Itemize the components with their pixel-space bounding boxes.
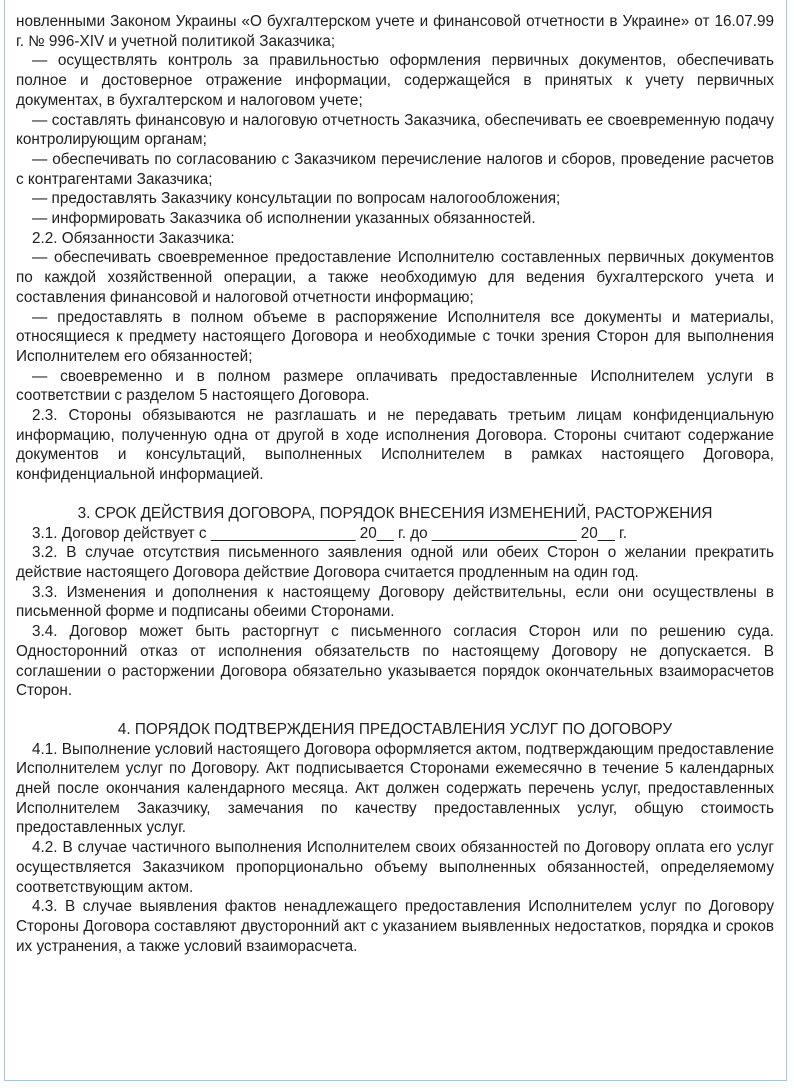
paragraph-4-1: 4.1. Выполнение условий настоящего Договора оформляется актом, подтверждающим предоставление Исполнителем услуг по Договору. Акт подписывается Сторонами ежемесячно в течение 5 календарных дней после окончания календарного месяца. Акт должен содержать перечень услуг, предоставленных Исполнителем Заказчику, замечания по качеству предоставленных услуг, общую стоимость предоставленных услуг. [16, 740, 774, 837]
paragraph-report: — составлять финансовую и налоговую отчетность Заказчика, обеспечивать ее своевременную подачу контролирующим органам; [16, 111, 774, 149]
paragraph-4-3: 4.3. В случае выявления фактов ненадлежащего предоставления Исполнителем услуг по Договору Стороны Договора составляют двусторонний акт с указанием выявленных недостатков, порядка и сроков их устранения, а также условий взаиморасчета. [16, 898, 774, 955]
document-body [16, 12, 774, 956]
paragraph-taxes: — обеспечивать по согласованию с Заказчиком перечисление налогов и сборов, проведение расчетов с контрагентами Заказчика; [16, 150, 774, 188]
paragraph-provide: — обеспечивать своевременное предоставление Исполнителю составленных первичных документов по каждой хозяйственной операции, а также необходимую для ведения бухгалтерского учета и составления финансовой и налоговой отчетности информацию; [16, 249, 774, 306]
paragraph-control: — осуществлять контроль за правильностью оформления первичных документов, обеспечивать полное и достоверное отражение информации, содержащейся в принятых к учету первичных документах, в бухгалтерском и налоговом учете; [16, 52, 774, 109]
paragraph-3-4: 3.4. Договор может быть расторгнут с письменного согласия Сторон или по решению суда. Односторонний отказ от исполнения обязательств по настоящему Договору не допускается. В соглашении о расторжении Договора обязательно указывается порядок окончательных взаиморасчетов Сторон. [16, 623, 774, 700]
section-3-heading: 3. СРОК ДЕЙСТВИЯ ДОГОВОРА, ПОРЯДОК ВНЕСЕНИЯ ИЗМЕНЕНИЙ, РАСТОРЖЕНИЯ [77, 504, 713, 522]
paragraph-full: — предоставлять в полном объеме в распоряжение Исполнителя все документы и материалы, относящиеся к предмету настоящего Договора и необходимые с точки зрения Сторон для выполнения Исполнителем его обязанностей; [16, 308, 774, 365]
paragraph-continuation: новленными Законом Украины «О бухгалтерском учете и финансовой отчетности в Украине» от 16.07.99 г. № 996-XIV и учетной политикой Заказчика; [16, 13, 774, 50]
paragraph-2-2: 2.2. Обязанности Заказчика: [32, 229, 235, 247]
paragraph-inform: — информировать Заказчика об исполнении указанных обязанностей. [32, 210, 536, 228]
paragraph-pay: — своевременно и в полном размере оплачивать предоставленные Исполнителем услуги в соответствии с разделом 5 настоящего Договора. [16, 367, 774, 405]
paragraph-3-1: 3.1. Договор действует с _________________ 20__ г. до _________________ 20__ г. [32, 524, 627, 542]
spacer [16, 701, 774, 720]
paragraph-2-3: 2.3. Стороны обязываются не разглашать и не передавать третьим лицам конфиденциальную информацию, полученную одна от другой в ходе исполнения Договора. Стороны считают содержание документов и консультаций, выполненных Исполнителем в рамках настоящего Договора, конфиденциальной информацией. [16, 407, 774, 484]
paragraph-3-3: 3.3. Изменения и дополнения к настоящему Договору действительны, если они осуществлены в письменной форме и подписаны обеими Сторонами. [16, 583, 774, 621]
section-4-heading: 4. ПОРЯДОК ПОДТВЕРЖДЕНИЯ ПРЕДОСТАВЛЕНИЯ УСЛУГ ПО ДОГОВОРУ [117, 720, 673, 738]
spacer [16, 485, 774, 504]
paragraph-3-2: 3.2. В случае отсутствия письменного заявления одной или обеих Сторон о желании прекратить действие настоящего Договора действие Договора считается продленным на один год. [16, 544, 774, 581]
paragraph-4-2: 4.2. В случае частичного выполнения Исполнителем своих обязанностей по Договору оплата его услуг осуществляется Заказчиком пропорционально объему выполненных обязанностей, определяемому соответствующим актом. [16, 839, 774, 896]
paragraph-consult: — предоставлять Заказчику консультации по вопросам налогообложения; [32, 190, 561, 208]
